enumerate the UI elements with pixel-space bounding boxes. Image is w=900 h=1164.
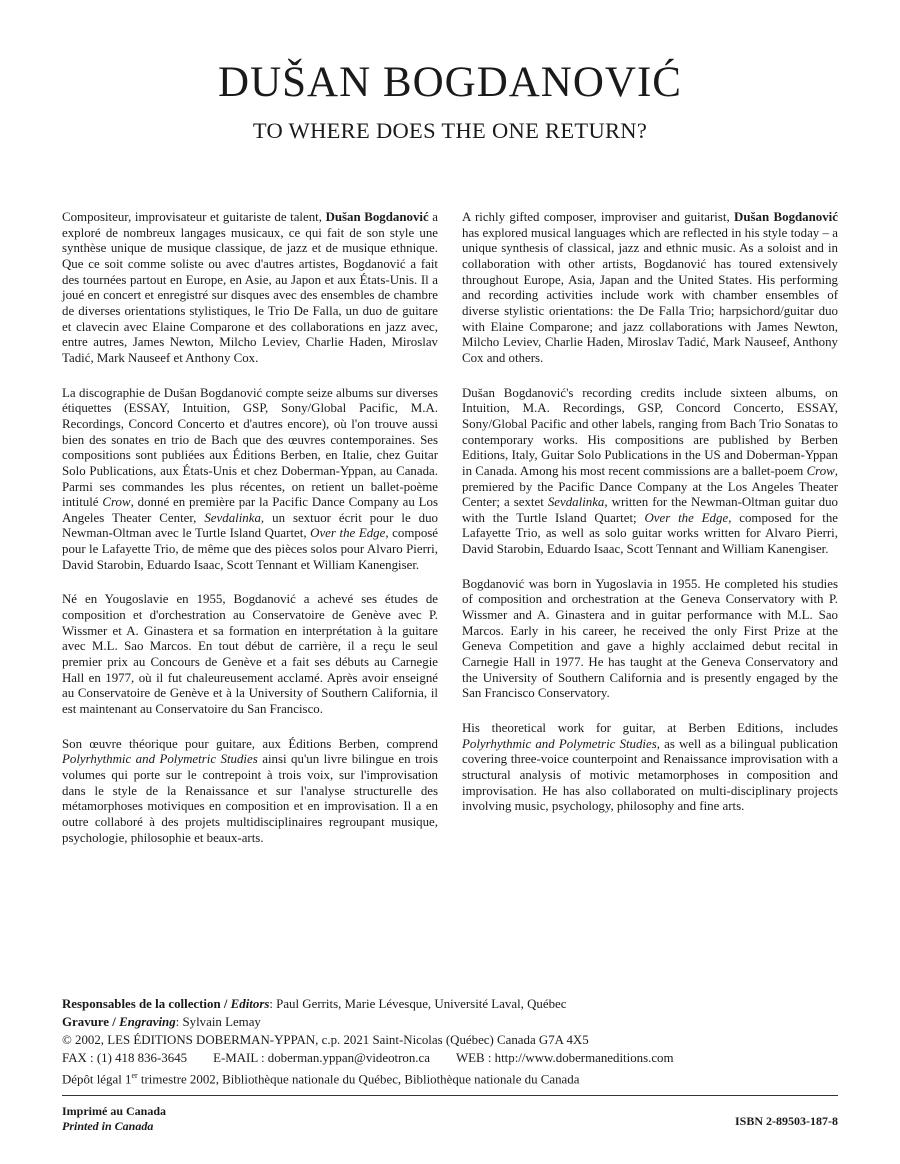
work-title-sevdalinka: Sevdalinka [204, 510, 261, 525]
printed-in-canada: Imprimé au Canada Printed in Canada [62, 1104, 167, 1133]
fax-number: FAX : (1) 418 836-3645 [62, 1051, 188, 1066]
copyright-line: © 2002, LES ÉDITIONS DOBERMAN-YPPAN, c.p. 2021 Saint-Nicolas (Québec) Canada G7A 4X5 [62, 1033, 589, 1048]
french-biography-column [62, 210, 438, 865]
page-title: DUŠAN BOGDANOVIĆ [218, 59, 682, 106]
website-url: WEB : http://www.dobermaneditions.com [455, 1051, 674, 1066]
english-paragraph-3: Bogdanović was born in Yugoslavia in 1955. He completed his studies of composition and orchestration at the Geneva Conservatory with P. Wissmer and A. Ginastera and in guitar performance with M.L. Sao Marcos. Early in his career, he received the only First Prize at the Geneva Competition and gave a highly acclaimed debut recital in Carnegie Hall in 1977. He has taught at the Geneva Conservatory and the University of Southern California and is presently engaged by the San Francisco Conservatory. [462, 576, 838, 701]
french-paragraph-1: Compositeur, improvisateur et guitariste de talent, Dušan Bogdanović a exploré de nombreux langages musicaux, ce qui fait de son style une synthèse unique de musique classique, de jazz et de musique ethnique. Que ce soit comme soliste ou avec d'autres artistes, Bogdanović a fait des tournées partout en Europe, en Asie, au Japon et aux États-Unis. Il a joué en concert et enregistré sur disques avec des ensembles de chambre de diverses orientations stylistiques, le Trio De Falla, un duo de guitare et clavecin avec Elaine Comparone et des collaborations en jazz avec, entre autres, James Newton, Milcho Leviev, Charlie Haden, Miroslav Tadić, Mark Nauseef et Anthony Cox. [62, 210, 438, 365]
french-paragraph-2: La discographie de Dušan Bogdanović compte seize albums sur diverses étiquettes (ESSAY, Intuition, GSP, Sony/Global Pacific, M.A. Recordings, Concord Concerto et d'autres encore), où l'on trouve aussi bien des sonates en trio de Bach que des œuvres contemporaines. Ses compositions sont publiées aux Éditions Berben, en Italie, chez Guitar Solo Publications, aux États-Unis et chez Doberman-Yppan, au Canada. Parmi ses commandes les plus récentes, on retient un ballet-poème intitulé Crow, donné en première par la Pacific Dance Company au Los Angeles Theater Center, Sevdalinka, un sextuor écrit pour le duo Newman-Oltman avec le Turtle Island Quartet, Over the Edge, composé pour le Lafayette Trio, de même que des pièces solos pour Alvaro Pierri, David Starobin, Eduardo Isaac, Scott Tennant et William Kanengiser. [62, 385, 438, 572]
composer-name: Dušan Bogdanović [325, 210, 429, 224]
english-paragraph-4: His theoretical work for guitar, at Berben Editions, includes Polyrhythmic and Polymetric Studies, as well as a bilingual publication covering three-voice counterpoint and Renaissance improvisation with a structural analysis of motivic metamorphoses in composition and improvisation. He has also collaborated on multi-disciplinary projects involving music, psychology, philosophy and fine arts. [462, 721, 838, 814]
engraving-credit: Gravure / Engraving: Sylvain Lemay [62, 1015, 261, 1030]
work-title-studies: Polyrhythmic and Polymetric Studies [62, 752, 258, 767]
contact-line [62, 1049, 842, 1067]
english-paragraph-2: Dušan Bogdanović's recording credits include sixteen albums, on Intuition, M.A. Recordings, GSP, Concord Concerto, ESSAY, Sony/Global Pacific and other labels, ranging from Bach Trio Sonatas to contemporary works. His compositions are published by Berben Editions, Italy, Guitar Solo Publications in the US and Doberman-Yppan in Canada. Among his most recent commissions are a ballet-poem Crow, premiered by the Pacific Dance Company at the Los Angeles Theater Center; a sextet Sevdalinka, written for the Newman-Oltman guitar duo with the Turtle Island Quartet; Over the Edge, composed for the Lafayette Trio, as well as solo guitar works written for Alvaro Pierri, David Starobin, Eduardo Isaac, Scott Tennant and William Kanengiser. [462, 385, 839, 557]
work-title-crow: Crow [102, 495, 131, 510]
footer-divider [62, 1095, 838, 1096]
email-address: E-MAIL : doberman.yppan@videotron.ca [213, 1051, 430, 1066]
french-paragraph-3: Né en Yougoslavie en 1955, Bogdanović a achevé ses études de composition et d'orchestration au Conservatoire de Genève avec P. Wissmer et A. Ginastera et sa formation en interprétation à la guitare avec M.L. Sao Marcos. En tout début de carrière, il a reçu le seul premier prix au Concours de Genève et a fait ses débuts au Carnegie Hall en 1977, où il fut chaleureusement acclamé. Après avoir enseigné au Conservatoire de Genève et à la University of Southern California, il est maintenant au Conservatoire du San Francisco. [62, 592, 438, 717]
work-title-crow: Crow [806, 463, 835, 478]
work-title-over-the-edge: Over the Edge [644, 510, 729, 525]
work-title-sevdalinka: Sevdalinka [547, 495, 605, 510]
isbn-number: ISBN 2-89503-187-8 [734, 1114, 838, 1128]
page-subtitle: TO WHERE DOES THE ONE RETURN? [252, 118, 648, 143]
work-title-over-the-edge: Over the Edge [310, 526, 386, 541]
legal-deposit-line: Dépôt légal 1er trimestre 2002, Bibliothèque nationale du Québec, Bibliothèque nationale du Canada [62, 1071, 580, 1087]
french-paragraph-4: Son œuvre théorique pour guitare, aux Éditions Berben, comprend Polyrhythmic and Polymetric Studies ainsi qu'un livre bilingue en trois volumes qui porte sur le contrepoint à trois voix, sur l'improvisation dans le style de la Renaissance et sur l'analyse structurelle des métamorphoses motiviques en composition et en improvisation. Il a en outre collaboré à des projets multidisciplinaires regroupant musique, psychologie, philosophie et beaux-arts. [62, 736, 438, 845]
english-biography-column [462, 210, 838, 834]
english-paragraph-1: A richly gifted composer, improviser and guitarist, Dušan Bogdanović has explored musical languages which are reflected in his style today – a unique synthesis of classical, jazz and ethnic music. As a soloist and in collaboration with other artists, Bogdanović has toured extensively throughout Europe, Asia, Japan and the United States. His performing and recording activities include work with chamber ensembles of diverse stylistic orientations: the De Falla Trio; harpsichord/guitar duo with Elaine Comparone; and jazz collaborations with James Newton, Milcho Leviev, Charlie Haden, Miroslav Tadić, Mark Nauseef, Anthony Cox and others. [462, 210, 838, 365]
publication-credits [62, 995, 842, 1089]
composer-name: Dušan Bogdanović [734, 210, 838, 224]
work-title-studies: Polyrhythmic and Polymetric Studies [462, 736, 657, 751]
editors-credit: Responsables de la collection / Editors: Paul Gerrits, Marie Lévesque, Université Laval, Québec [62, 997, 567, 1011]
